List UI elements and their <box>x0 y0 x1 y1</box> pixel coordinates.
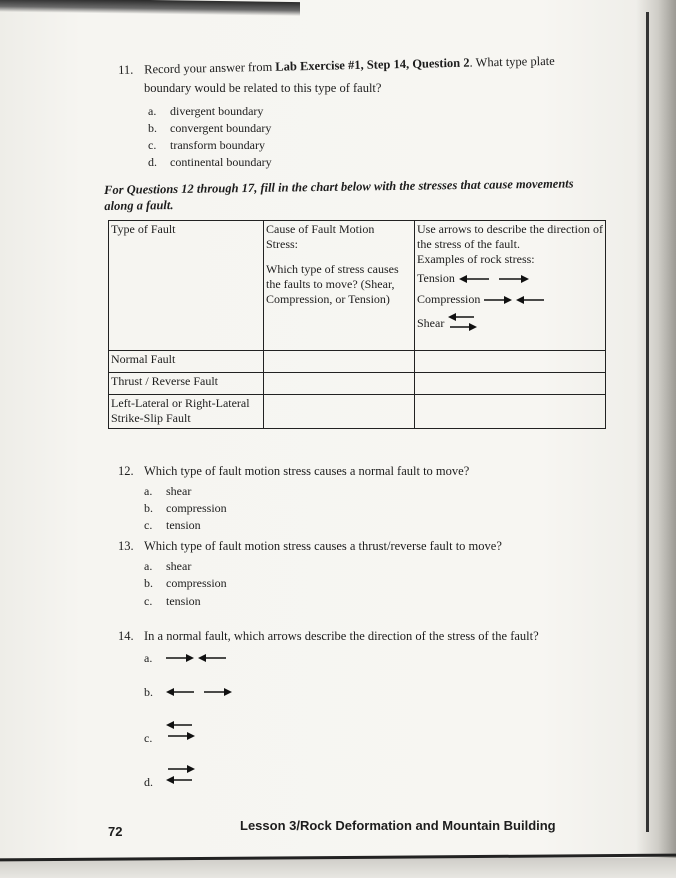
header-type-of-fault: Type of Fault <box>109 221 264 351</box>
header-cause: Cause of Fault Motion Stress: Which type of stress causes the faults to move? (Shear, Compression, or Tension) <box>264 221 415 351</box>
q12-option-a: a. shear <box>144 484 192 498</box>
q11-option-b: b. convergent boundary <box>148 121 272 135</box>
diverging-arrows-icon <box>459 274 529 284</box>
q14-option-a: a. <box>144 650 226 666</box>
question-13: 13. Which type of fault motion stress causes a thrust/reverse fault to move? <box>118 539 502 553</box>
question-text-part: . What type plate <box>469 53 555 70</box>
q11-option-a: a. divergent boundary <box>148 104 264 118</box>
answer-cell-thrust-stress[interactable] <box>264 373 415 395</box>
answer-cell-strike-slip-stress[interactable] <box>264 395 415 429</box>
answer-cell-thrust-arrows[interactable] <box>415 373 606 395</box>
q12-option-c: c. tension <box>144 518 201 532</box>
q11-option-c: c. transform boundary <box>148 138 265 152</box>
question-14: 14. In a normal fault, which arrows describe the direction of the stress of the fault? <box>118 629 539 643</box>
question-11-line2: boundary would be related to this type of fault? <box>144 81 382 95</box>
row-thrust-reverse-fault: Thrust / Reverse Fault <box>109 373 264 395</box>
shear-arrows-icon <box>166 721 196 743</box>
converging-arrows-icon <box>166 653 226 663</box>
question-number: 11. <box>118 62 134 77</box>
q13-option-c: c. tension <box>144 594 201 608</box>
scan-right-edge <box>636 0 676 878</box>
scan-bottom-shade <box>0 858 676 878</box>
shear-arrows-reversed-icon <box>166 765 196 787</box>
chart-instructions: For Questions 12 through 17, fill in the chart below with the stresses that cause movements along a fault. <box>104 176 574 213</box>
question-11 <box>118 53 555 78</box>
row-strike-slip-fault: Left-Lateral or Right-Lateral Strike-Slip Fault <box>109 395 264 429</box>
question-text-part: Record your answer from <box>144 59 276 77</box>
answer-cell-strike-slip-arrows[interactable] <box>415 395 606 429</box>
q12-option-b: b. compression <box>144 501 227 515</box>
scan-top-shadow <box>0 0 300 16</box>
diverging-arrows-icon <box>166 687 232 697</box>
row-normal-fault: Normal Fault <box>109 351 264 373</box>
question-12: 12. Which type of fault motion stress causes a normal fault to move? <box>118 464 470 478</box>
converging-arrows-icon <box>484 295 544 305</box>
q14-option-c: c. <box>144 718 196 746</box>
answer-cell-normal-stress[interactable] <box>264 351 415 373</box>
example-shear: Shear <box>417 313 603 333</box>
answer-cell-normal-arrows[interactable] <box>415 351 606 373</box>
q14-option-d: d. <box>144 762 196 790</box>
q13-option-a: a. shear <box>144 559 192 573</box>
fault-stress-chart <box>108 220 606 429</box>
example-tension: Tension <box>417 271 603 286</box>
q14-option-b: b. <box>144 684 232 700</box>
q11-option-d: d. continental boundary <box>148 155 272 169</box>
lesson-title: Lesson 3/Rock Deformation and Mountain Building <box>240 818 556 833</box>
q13-option-b: b. compression <box>144 576 227 590</box>
question-text-bold: Lab Exercise #1, Step 14, Question 2 <box>275 55 470 74</box>
shear-arrows-icon <box>448 313 478 333</box>
page-edge-line <box>646 12 649 832</box>
page-number: 72 <box>108 824 123 839</box>
header-arrows: Use arrows to describe the direction of the stress of the fault. Examples of rock stress: Tension Compression Shear <box>415 221 606 351</box>
example-compression: Compression <box>417 292 603 307</box>
